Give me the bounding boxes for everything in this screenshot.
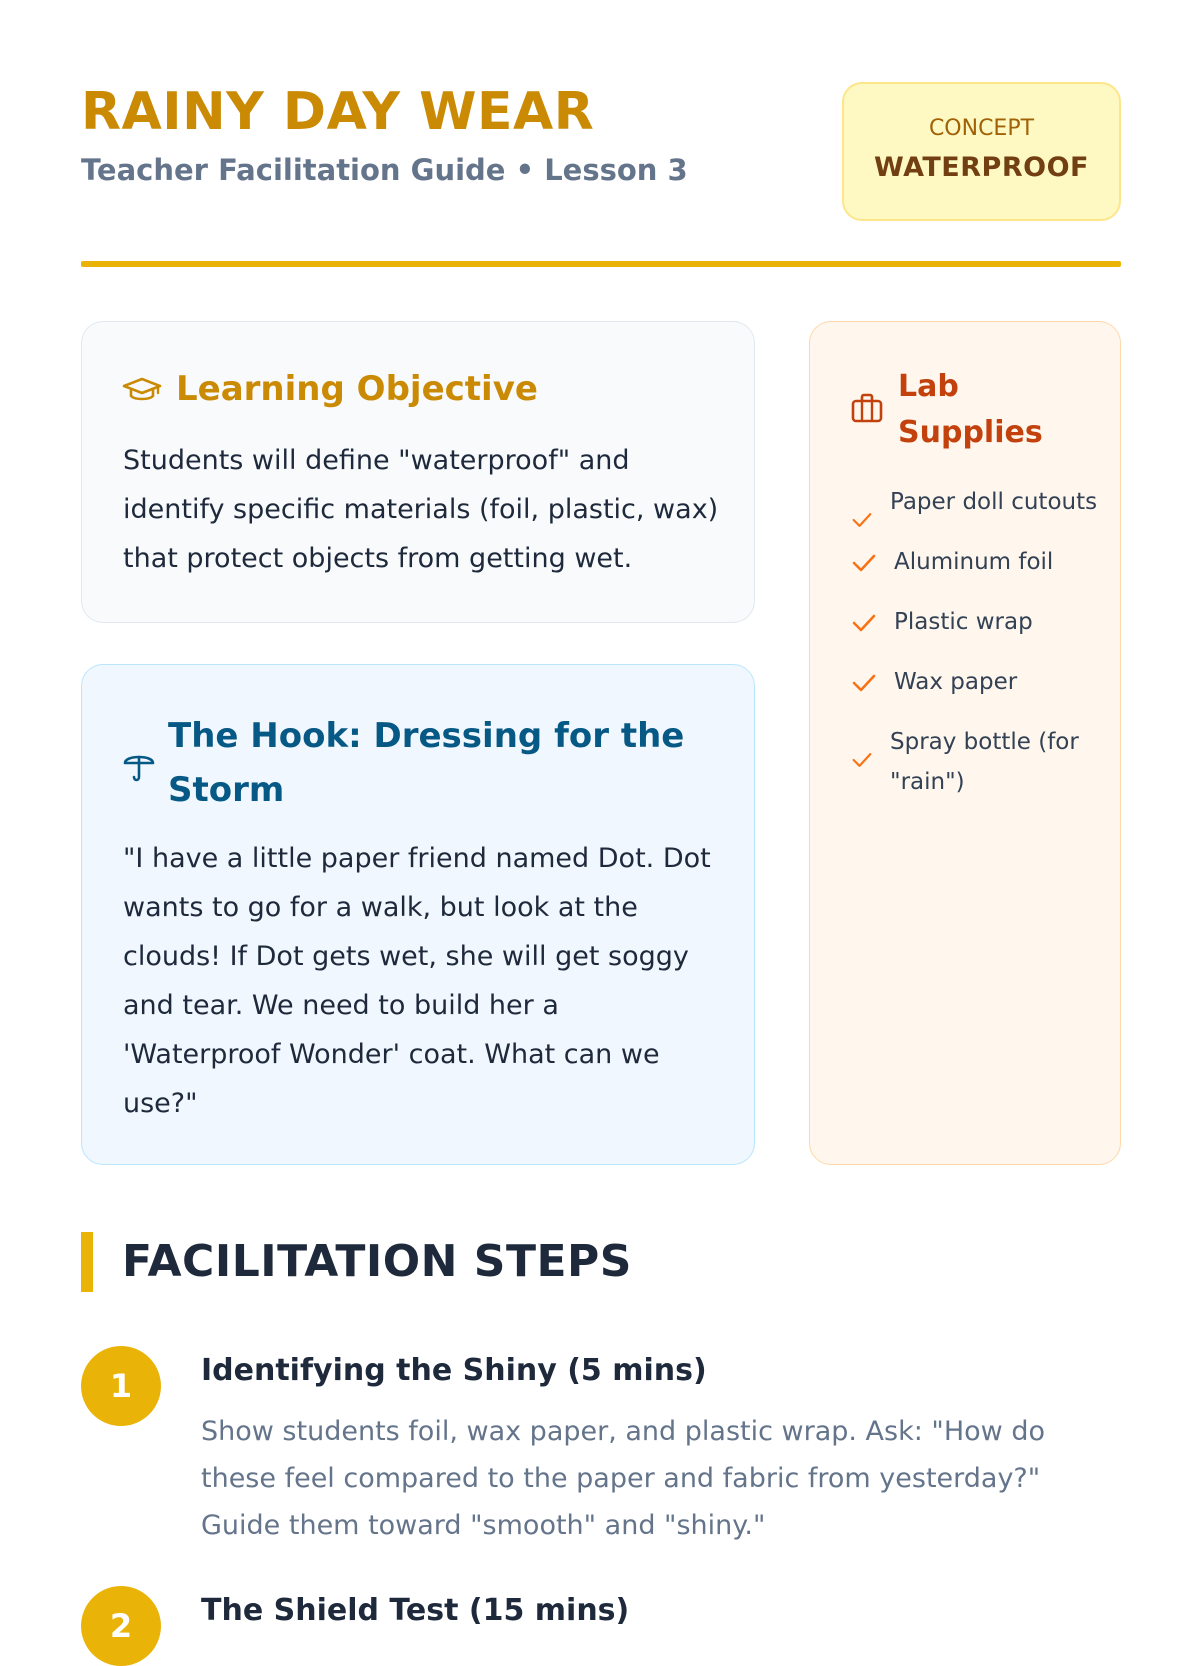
step-title: The Shield Test (15 mins) bbox=[201, 1593, 630, 1628]
page-title: RAINY DAY WEAR bbox=[81, 82, 595, 142]
check-icon bbox=[852, 614, 876, 632]
lab-supplies-card bbox=[809, 321, 1121, 1165]
supply-item bbox=[850, 602, 1110, 642]
check-icon bbox=[852, 752, 872, 768]
supply-item-label: Plastic wrap bbox=[894, 609, 1033, 635]
concept-badge bbox=[842, 82, 1121, 221]
supply-item-label: Wax paper bbox=[894, 669, 1018, 695]
hook-title: The Hook: Dressing for the Storm bbox=[168, 716, 685, 810]
supply-item bbox=[850, 722, 1110, 802]
step-description: Show students foil, wax paper, and plastic wrap. Ask: "How do these feel compared to the paper and fabric from yesterday?" Guide them toward "smooth" and "shiny." bbox=[201, 1416, 1045, 1541]
supply-item bbox=[850, 542, 1110, 582]
learning-objective-card bbox=[81, 321, 755, 623]
learning-objective-text: Students will define "waterproof" and identify specific materials (foil, plastic, wax) that protect objects from getting wet. bbox=[123, 445, 719, 574]
step-number-badge: 1 bbox=[81, 1346, 161, 1426]
umbrella-icon bbox=[122, 749, 156, 785]
concept-label: CONCEPT bbox=[928, 116, 1035, 141]
lab-supplies-title: Lab Supplies bbox=[898, 369, 1043, 450]
section-accent-bar bbox=[81, 1232, 93, 1292]
supply-item bbox=[850, 662, 1110, 702]
facilitation-steps-heading bbox=[81, 1232, 1121, 1292]
graduation-cap-icon bbox=[122, 378, 162, 402]
step-number-badge: 2 bbox=[81, 1586, 161, 1666]
hook-card bbox=[81, 664, 755, 1165]
lesson-page bbox=[81, 0, 1121, 1645]
supply-item-label: Spray bottle (for "rain") bbox=[890, 729, 1079, 795]
supply-list bbox=[850, 482, 1110, 822]
facilitation-steps-title: FACILITATION STEPS bbox=[122, 1236, 632, 1287]
check-icon bbox=[852, 554, 876, 572]
concept-value: WATERPROOF bbox=[874, 152, 1089, 183]
step-title: Identifying the Shiny (5 mins) bbox=[201, 1353, 707, 1388]
check-icon bbox=[852, 674, 876, 692]
supply-item bbox=[850, 482, 1110, 522]
supply-item-label: Paper doll cutouts bbox=[890, 489, 1098, 515]
hook-script-text: "I have a little paper friend named Dot. Dot wants to go for a walk, but look at the clouds! If Dot gets wet, she will get soggy and tear. We need to build her a 'Waterproof Wonder' coat. What can we use?" bbox=[123, 843, 711, 1119]
page-subtitle: Teacher Facilitation Guide • Lesson 3 bbox=[81, 153, 688, 187]
learning-objective-title: Learning Objective bbox=[176, 369, 538, 409]
briefcase-icon bbox=[850, 392, 884, 424]
supply-item-label: Aluminum foil bbox=[894, 549, 1054, 575]
check-icon bbox=[852, 512, 872, 528]
page-header bbox=[81, 80, 1121, 270]
header-divider bbox=[81, 261, 1121, 267]
